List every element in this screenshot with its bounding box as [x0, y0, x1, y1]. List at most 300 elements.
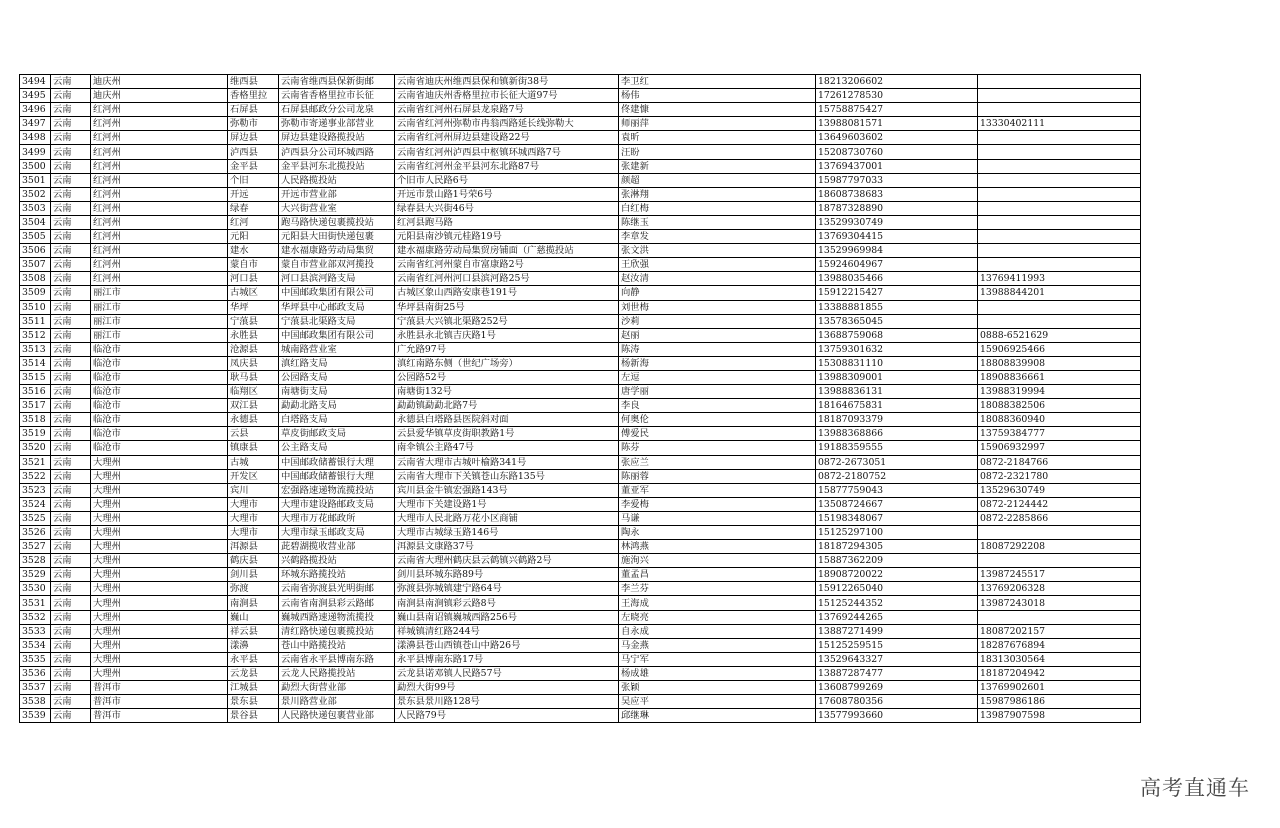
cell-phone: 15877759043	[816, 483, 978, 497]
cell-phone: 13578365045	[816, 314, 978, 328]
cell-row-number: 3499	[20, 145, 51, 159]
table-row	[20, 272, 1141, 286]
cell-district: 个旧	[228, 173, 279, 187]
cell-outlet-name: 中国邮政集团有限公司	[279, 286, 395, 300]
cell-outlet-name: 云南省弥渡县光明街邮	[279, 582, 395, 596]
cell-phone: 13688759068	[816, 328, 978, 342]
cell-alt-phone	[978, 89, 1141, 103]
cell-alt-phone: 15906925466	[978, 342, 1141, 356]
cell-district: 宁蒗县	[228, 314, 279, 328]
cell-address: 人民路79号	[395, 709, 619, 723]
cell-province: 云南	[51, 511, 91, 525]
cell-contact-name: 王海成	[619, 596, 816, 610]
cell-alt-phone	[978, 159, 1141, 173]
table-row	[20, 230, 1141, 244]
cell-row-number: 3506	[20, 244, 51, 258]
cell-row-number: 3536	[20, 666, 51, 680]
cell-row-number: 3539	[20, 709, 51, 723]
cell-address: 滇红南路东侧（世纪广场旁）	[395, 356, 619, 370]
cell-phone: 17261278530	[816, 89, 978, 103]
table-row	[20, 385, 1141, 399]
cell-phone: 0872-2673051	[816, 455, 978, 469]
cell-district: 泸西县	[228, 145, 279, 159]
cell-address: 绿春县大兴街46号	[395, 201, 619, 215]
cell-district: 耿马县	[228, 370, 279, 384]
cell-address: 勐勐镇勐勐北路7号	[395, 399, 619, 413]
table-row	[20, 103, 1141, 117]
cell-address: 云南省迪庆州香格里拉市长征大道97号	[395, 89, 619, 103]
cell-alt-phone	[978, 187, 1141, 201]
cell-district: 河口县	[228, 272, 279, 286]
table-row	[20, 695, 1141, 709]
cell-alt-phone: 0872-2321780	[978, 469, 1141, 483]
cell-province: 云南	[51, 272, 91, 286]
cell-row-number: 3513	[20, 342, 51, 356]
cell-province: 云南	[51, 314, 91, 328]
cell-province: 云南	[51, 582, 91, 596]
cell-city: 红河州	[91, 103, 228, 117]
cell-district: 永胜县	[228, 328, 279, 342]
cell-phone: 15758875427	[816, 103, 978, 117]
cell-address: 洱源县文康路37号	[395, 540, 619, 554]
table-row	[20, 624, 1141, 638]
cell-province: 云南	[51, 328, 91, 342]
cell-contact-name: 林鸿燕	[619, 540, 816, 554]
cell-province: 云南	[51, 709, 91, 723]
cell-row-number: 3514	[20, 356, 51, 370]
cell-phone: 13988368866	[816, 427, 978, 441]
cell-address: 南塘街132号	[395, 385, 619, 399]
table-row	[20, 709, 1141, 723]
cell-phone: 13388881855	[816, 300, 978, 314]
cell-row-number: 3531	[20, 596, 51, 610]
cell-contact-name: 何奥伦	[619, 413, 816, 427]
cell-address: 古城区象山西路安康巷191号	[395, 286, 619, 300]
cell-address: 剑川县环城东路89号	[395, 568, 619, 582]
cell-province: 云南	[51, 469, 91, 483]
cell-row-number: 3516	[20, 385, 51, 399]
cell-address: 公园路52号	[395, 370, 619, 384]
cell-alt-phone: 18087292208	[978, 540, 1141, 554]
cell-city: 大理州	[91, 554, 228, 568]
cell-city: 红河州	[91, 201, 228, 215]
cell-city: 迪庆州	[91, 75, 228, 89]
cell-phone: 18187093379	[816, 413, 978, 427]
cell-city: 临沧市	[91, 441, 228, 455]
cell-row-number: 3535	[20, 652, 51, 666]
cell-row-number: 3532	[20, 610, 51, 624]
cell-city: 大理州	[91, 483, 228, 497]
cell-district: 巍山	[228, 610, 279, 624]
cell-province: 云南	[51, 441, 91, 455]
cell-province: 云南	[51, 681, 91, 695]
cell-address: 云南省红河州屏边县建设路22号	[395, 131, 619, 145]
cell-district: 金平县	[228, 159, 279, 173]
cell-address: 华坪县南街25号	[395, 300, 619, 314]
cell-contact-name: 陈芬	[619, 441, 816, 455]
cell-city: 红河州	[91, 131, 228, 145]
cell-outlet-name: 云龙人民路揽投站	[279, 666, 395, 680]
cell-address: 永平县博南东路17号	[395, 652, 619, 666]
cell-alt-phone	[978, 173, 1141, 187]
table-row	[20, 159, 1141, 173]
cell-row-number: 3498	[20, 131, 51, 145]
cell-city: 大理州	[91, 511, 228, 525]
cell-contact-name: 马金燕	[619, 638, 816, 652]
cell-district: 南涧县	[228, 596, 279, 610]
cell-address: 云南省红河州蒙自市富康路2号	[395, 258, 619, 272]
cell-row-number: 3503	[20, 201, 51, 215]
cell-phone: 18213206602	[816, 75, 978, 89]
cell-phone: 15912215427	[816, 286, 978, 300]
cell-outlet-name: 河口县滨河路支局	[279, 272, 395, 286]
cell-city: 大理州	[91, 526, 228, 540]
cell-contact-name: 李卫红	[619, 75, 816, 89]
cell-phone: 13769244265	[816, 610, 978, 624]
cell-province: 云南	[51, 695, 91, 709]
cell-contact-name: 佟建慷	[619, 103, 816, 117]
cell-city: 红河州	[91, 145, 228, 159]
cell-district: 鹤庆县	[228, 554, 279, 568]
cell-contact-name: 张建新	[619, 159, 816, 173]
cell-row-number: 3512	[20, 328, 51, 342]
cell-district: 剑川县	[228, 568, 279, 582]
cell-city: 红河州	[91, 173, 228, 187]
table-row	[20, 300, 1141, 314]
cell-contact-name: 张文洪	[619, 244, 816, 258]
cell-alt-phone: 13987243018	[978, 596, 1141, 610]
cell-address: 元阳县南沙镇元桂路19号	[395, 230, 619, 244]
cell-row-number: 3534	[20, 638, 51, 652]
cell-city: 丽江市	[91, 314, 228, 328]
cell-city: 大理州	[91, 666, 228, 680]
cell-city: 大理州	[91, 596, 228, 610]
cell-outlet-name: 公园路支局	[279, 370, 395, 384]
cell-address: 景东县景川路128号	[395, 695, 619, 709]
cell-row-number: 3519	[20, 427, 51, 441]
cell-outlet-name: 云南省维西县保新街邮	[279, 75, 395, 89]
table-row	[20, 75, 1141, 89]
cell-province: 云南	[51, 145, 91, 159]
cell-address: 云南省大理州鹤庆县云鹤镇兴鹤路2号	[395, 554, 619, 568]
cell-phone: 13529930749	[816, 215, 978, 229]
cell-contact-name: 师丽萍	[619, 117, 816, 131]
cell-alt-phone: 0872-2285866	[978, 511, 1141, 525]
cell-alt-phone: 18908836661	[978, 370, 1141, 384]
cell-contact-name: 董孟昌	[619, 568, 816, 582]
table-row	[20, 370, 1141, 384]
cell-district: 开发区	[228, 469, 279, 483]
table-row	[20, 568, 1141, 582]
cell-outlet-name: 茈碧湖揽收营业部	[279, 540, 395, 554]
cell-phone: 13529969984	[816, 244, 978, 258]
cell-row-number: 3515	[20, 370, 51, 384]
cell-alt-phone: 18287676894	[978, 638, 1141, 652]
table-row	[20, 638, 1141, 652]
cell-phone: 13988081571	[816, 117, 978, 131]
cell-contact-name: 袁昕	[619, 131, 816, 145]
cell-outlet-name: 人民路揽投站	[279, 173, 395, 187]
cell-district: 江城县	[228, 681, 279, 695]
contact-table	[19, 74, 1141, 723]
cell-phone: 13759301632	[816, 342, 978, 356]
cell-address: 漾濞县苍山西镇苍山中路26号	[395, 638, 619, 652]
cell-address: 开远市景山路1号荣6号	[395, 187, 619, 201]
cell-address: 云南省红河州泸西县中枢镇环城西路7号	[395, 145, 619, 159]
cell-phone: 13887271499	[816, 624, 978, 638]
cell-alt-phone: 13988319994	[978, 385, 1141, 399]
cell-district: 双江县	[228, 399, 279, 413]
cell-row-number: 3502	[20, 187, 51, 201]
table-row	[20, 356, 1141, 370]
cell-city: 丽江市	[91, 328, 228, 342]
table-row	[20, 145, 1141, 159]
cell-address: 宁蒗县大兴镇北渠路252号	[395, 314, 619, 328]
cell-address: 大理市古城绿玉路146号	[395, 526, 619, 540]
table-row	[20, 497, 1141, 511]
table-row	[20, 666, 1141, 680]
cell-city: 大理州	[91, 469, 228, 483]
cell-alt-phone	[978, 244, 1141, 258]
cell-city: 临沧市	[91, 385, 228, 399]
cell-outlet-name: 蒙自市营业部双河揽投	[279, 258, 395, 272]
cell-contact-name: 李爱梅	[619, 497, 816, 511]
cell-alt-phone	[978, 215, 1141, 229]
cell-district: 大理市	[228, 497, 279, 511]
table-row	[20, 596, 1141, 610]
cell-alt-phone	[978, 145, 1141, 159]
cell-alt-phone: 13330402111	[978, 117, 1141, 131]
cell-address: 个旧市人民路6号	[395, 173, 619, 187]
cell-alt-phone: 18808839908	[978, 356, 1141, 370]
cell-row-number: 3510	[20, 300, 51, 314]
cell-contact-name: 沙莉	[619, 314, 816, 328]
cell-province: 云南	[51, 173, 91, 187]
cell-address: 云南省红河州金平县河东北路87号	[395, 159, 619, 173]
table-row	[20, 258, 1141, 272]
watermark-text: 高考直通车	[1140, 776, 1250, 800]
cell-alt-phone: 18088360940	[978, 413, 1141, 427]
cell-contact-name: 董亚军	[619, 483, 816, 497]
cell-district: 元阳	[228, 230, 279, 244]
cell-city: 红河州	[91, 244, 228, 258]
cell-row-number: 3505	[20, 230, 51, 244]
cell-address: 宾川县金牛镇宏强路143号	[395, 483, 619, 497]
cell-province: 云南	[51, 399, 91, 413]
cell-province: 云南	[51, 385, 91, 399]
cell-address: 云南省迪庆州维西县保和镇新街38号	[395, 75, 619, 89]
cell-row-number: 3500	[20, 159, 51, 173]
spreadsheet-sheet	[19, 74, 1141, 723]
cell-city: 红河州	[91, 230, 228, 244]
cell-contact-name: 杨伟	[619, 89, 816, 103]
cell-province: 云南	[51, 300, 91, 314]
cell-alt-phone: 0888-6521629	[978, 328, 1141, 342]
table-row	[20, 215, 1141, 229]
cell-district: 洱源县	[228, 540, 279, 554]
cell-contact-name: 赵丽	[619, 328, 816, 342]
cell-row-number: 3537	[20, 681, 51, 695]
cell-phone: 19188359555	[816, 441, 978, 455]
cell-outlet-name: 白塔路支局	[279, 413, 395, 427]
cell-contact-name: 赵汝清	[619, 272, 816, 286]
cell-row-number: 3495	[20, 89, 51, 103]
cell-alt-phone	[978, 610, 1141, 624]
cell-city: 丽江市	[91, 300, 228, 314]
cell-phone: 17608780356	[816, 695, 978, 709]
cell-alt-phone: 18187204942	[978, 666, 1141, 680]
cell-outlet-name: 中国邮政储蓄银行大理	[279, 455, 395, 469]
cell-alt-phone	[978, 314, 1141, 328]
cell-district: 云龙县	[228, 666, 279, 680]
cell-district: 华坪	[228, 300, 279, 314]
table-row	[20, 681, 1141, 695]
cell-address: 大理市人民北路万花小区商铺	[395, 511, 619, 525]
cell-contact-name: 左晓亮	[619, 610, 816, 624]
cell-outlet-name: 跑马路快递包裹揽投站	[279, 215, 395, 229]
cell-row-number: 3523	[20, 483, 51, 497]
table-body	[20, 75, 1141, 723]
table-row	[20, 652, 1141, 666]
cell-contact-name: 李良	[619, 399, 816, 413]
table-row	[20, 526, 1141, 540]
cell-province: 云南	[51, 187, 91, 201]
cell-address: 云龙县诺邓镇人民路57号	[395, 666, 619, 680]
cell-row-number: 3525	[20, 511, 51, 525]
cell-district: 弥勒市	[228, 117, 279, 131]
cell-outlet-name: 大理市万花邮政所	[279, 511, 395, 525]
cell-address: 巍山县南诏镇巍城西路256号	[395, 610, 619, 624]
cell-alt-phone: 13987245517	[978, 568, 1141, 582]
cell-district: 建水	[228, 244, 279, 258]
table-row	[20, 469, 1141, 483]
cell-address: 南涧县南涧镇彩云路8号	[395, 596, 619, 610]
cell-row-number: 3520	[20, 441, 51, 455]
table-row	[20, 328, 1141, 342]
cell-contact-name: 李章发	[619, 230, 816, 244]
cell-province: 云南	[51, 131, 91, 145]
cell-row-number: 3494	[20, 75, 51, 89]
cell-province: 云南	[51, 638, 91, 652]
cell-district: 祥云县	[228, 624, 279, 638]
cell-alt-phone: 13529630749	[978, 483, 1141, 497]
cell-outlet-name: 勐勐北路支局	[279, 399, 395, 413]
cell-city: 丽江市	[91, 286, 228, 300]
cell-row-number: 3522	[20, 469, 51, 483]
cell-alt-phone: 13769206328	[978, 582, 1141, 596]
cell-alt-phone: 13759384777	[978, 427, 1141, 441]
cell-alt-phone: 15906932997	[978, 441, 1141, 455]
cell-alt-phone	[978, 131, 1141, 145]
cell-province: 云南	[51, 356, 91, 370]
cell-province: 云南	[51, 427, 91, 441]
cell-phone: 15912265040	[816, 582, 978, 596]
cell-city: 红河州	[91, 258, 228, 272]
cell-city: 大理州	[91, 540, 228, 554]
cell-contact-name: 陈涛	[619, 342, 816, 356]
cell-contact-name: 马宁军	[619, 652, 816, 666]
cell-contact-name: 唐学丽	[619, 385, 816, 399]
cell-alt-phone: 18087202157	[978, 624, 1141, 638]
cell-alt-phone: 13769411993	[978, 272, 1141, 286]
cell-phone: 18187294305	[816, 540, 978, 554]
cell-city: 大理州	[91, 568, 228, 582]
cell-district: 古城	[228, 455, 279, 469]
table-row	[20, 427, 1141, 441]
cell-outlet-name: 大理市绿玉邮政支局	[279, 526, 395, 540]
cell-row-number: 3529	[20, 568, 51, 582]
cell-outlet-name: 泸西县分公司环城西路	[279, 145, 395, 159]
cell-row-number: 3511	[20, 314, 51, 328]
cell-outlet-name: 滇红路支局	[279, 356, 395, 370]
table-row	[20, 286, 1141, 300]
cell-outlet-name: 屏边县建设路揽投站	[279, 131, 395, 145]
cell-outlet-name: 云南省香格里拉市长征	[279, 89, 395, 103]
cell-contact-name: 李兰芬	[619, 582, 816, 596]
cell-district: 景谷县	[228, 709, 279, 723]
cell-province: 云南	[51, 258, 91, 272]
cell-row-number: 3538	[20, 695, 51, 709]
cell-outlet-name: 景川路营业部	[279, 695, 395, 709]
table-row	[20, 483, 1141, 497]
cell-contact-name: 杨新海	[619, 356, 816, 370]
cell-province: 云南	[51, 230, 91, 244]
cell-phone: 15125297100	[816, 526, 978, 540]
cell-city: 大理州	[91, 610, 228, 624]
cell-address: 弥渡县弥城镇建宁路64号	[395, 582, 619, 596]
cell-city: 普洱市	[91, 681, 228, 695]
cell-district: 屏边县	[228, 131, 279, 145]
cell-province: 云南	[51, 413, 91, 427]
cell-city: 红河州	[91, 187, 228, 201]
cell-outlet-name: 弥勒市寄递事业部营业	[279, 117, 395, 131]
cell-row-number: 3521	[20, 455, 51, 469]
cell-address: 云南省红河州石屏县龙泉路7号	[395, 103, 619, 117]
cell-contact-name: 陈丽蓉	[619, 469, 816, 483]
cell-phone: 18608738683	[816, 187, 978, 201]
cell-province: 云南	[51, 201, 91, 215]
cell-contact-name: 陈继玉	[619, 215, 816, 229]
cell-city: 红河州	[91, 117, 228, 131]
cell-address: 云南省大理市古城叶榆路341号	[395, 455, 619, 469]
cell-contact-name: 白红梅	[619, 201, 816, 215]
cell-province: 云南	[51, 286, 91, 300]
cell-row-number: 3527	[20, 540, 51, 554]
cell-province: 云南	[51, 370, 91, 384]
cell-contact-name: 施洵兴	[619, 554, 816, 568]
cell-city: 临沧市	[91, 399, 228, 413]
cell-district: 弥渡	[228, 582, 279, 596]
cell-phone: 13988035466	[816, 272, 978, 286]
table-row	[20, 540, 1141, 554]
cell-row-number: 3518	[20, 413, 51, 427]
cell-alt-phone	[978, 300, 1141, 314]
cell-phone: 0872-2180752	[816, 469, 978, 483]
cell-alt-phone	[978, 554, 1141, 568]
cell-city: 临沧市	[91, 342, 228, 356]
cell-province: 云南	[51, 103, 91, 117]
cell-contact-name: 陶永	[619, 526, 816, 540]
cell-outlet-name: 公主路支局	[279, 441, 395, 455]
table-row	[20, 244, 1141, 258]
cell-contact-name: 王欣强	[619, 258, 816, 272]
cell-alt-phone	[978, 230, 1141, 244]
cell-address: 建水福康路劳动局集贸房铺面（广慈揽投站	[395, 244, 619, 258]
cell-phone: 13988309001	[816, 370, 978, 384]
cell-address: 南伞镇公主路47号	[395, 441, 619, 455]
cell-alt-phone: 13769902601	[978, 681, 1141, 695]
table-row	[20, 554, 1141, 568]
